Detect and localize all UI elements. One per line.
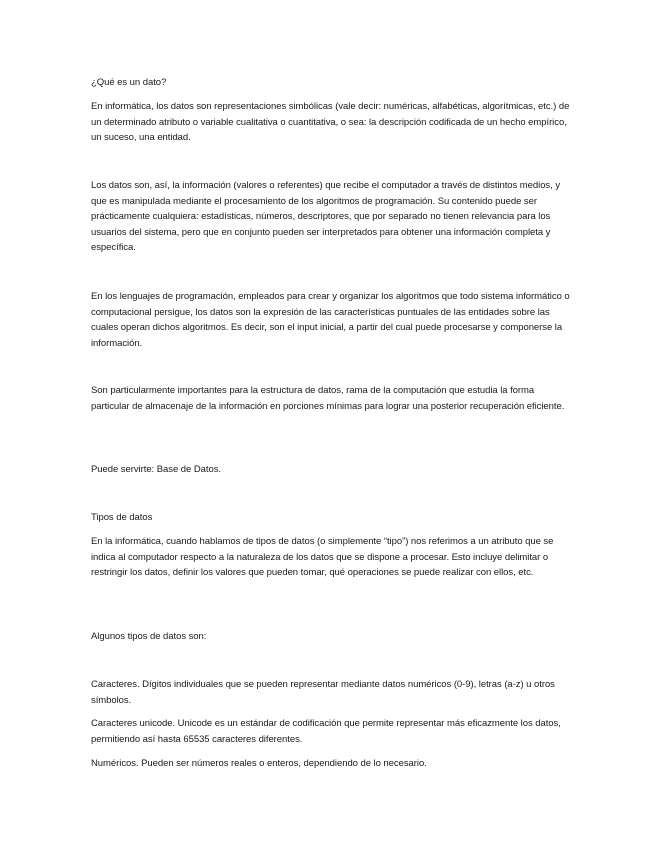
- heading-tipos-de-datos: Tipos de datos: [91, 512, 153, 523]
- paragraph-lenguajes-programacion: En los lenguajes de programación, empleados para crear y organizar los algoritmos que todo sistema informático o computacional persigue, los datos son la expresión de las características puntuales de las entidades sobre las cuales operan dichos algoritmos. Es decir, son el input inicial, a partir del cual puede procesarse y componerse la información.: [91, 291, 570, 349]
- paragraph-puede-servirte: Puede servirte: Base de Datos.: [91, 464, 221, 475]
- paragraph-definicion: En informática, los datos son representaciones simbólicas (vale decir: numéricas, alfabéticas, algorítmicas, etc.) de un determinado atributo o variable cualitativa o cuantitativa, o sea: la descripción codificada de un hecho empírico, un suceso, una entidad.: [91, 101, 570, 144]
- paragraph-caracteres: Caracteres. Dígitos individuales que se pueden representar mediante datos numéricos (0-9), letras (a-z) u otros símbolos.: [91, 679, 555, 706]
- heading-que-es-un-dato: ¿Qué es un dato?: [91, 77, 167, 88]
- paragraph-datos-informacion: Los datos son, así, la información (valores o referentes) que recibe el computador a través de distintos medios, y que es manipulada mediante el procesamiento de los algoritmos de programación. Su contenido puede ser prácticamente cualquiera: estadísticas, números, descriptores, que por separado no tienen relevancia para los usuarios del sistema, pero que en conjunto pueden ser interpretados para obtener una información completa y específica.: [91, 180, 561, 254]
- paragraph-algunos-tipos: Algunos tipos de datos son:: [91, 631, 207, 642]
- paragraph-tipos-definicion: En la informática, cuando hablamos de tipos de datos (o simplemente “tipo”) nos referimos a un atributo que se indica al computador respecto a la naturaleza de los datos que se dispone a procesar. Esto incluye delimitar o restringir los datos, definir los valores que pueden tomar, qué operaciones se puede realizar con ellos, etc.: [91, 536, 554, 579]
- paragraph-estructura-datos: Son particularmente importantes para la estructura de datos, rama de la computación que estudia la forma particular de almacenaje de la información en porciones mínimas para lograr una posterior recuperación eficiente.: [91, 385, 565, 412]
- paragraph-caracteres-unicode: Caracteres unicode. Unicode es un estándar de codificación que permite representar más eficazmente los datos, permitiendo así hasta 65535 caracteres diferentes.: [91, 718, 561, 745]
- paragraph-numericos: Numéricos. Pueden ser números reales o enteros, dependiendo de lo necesario.: [91, 758, 427, 769]
